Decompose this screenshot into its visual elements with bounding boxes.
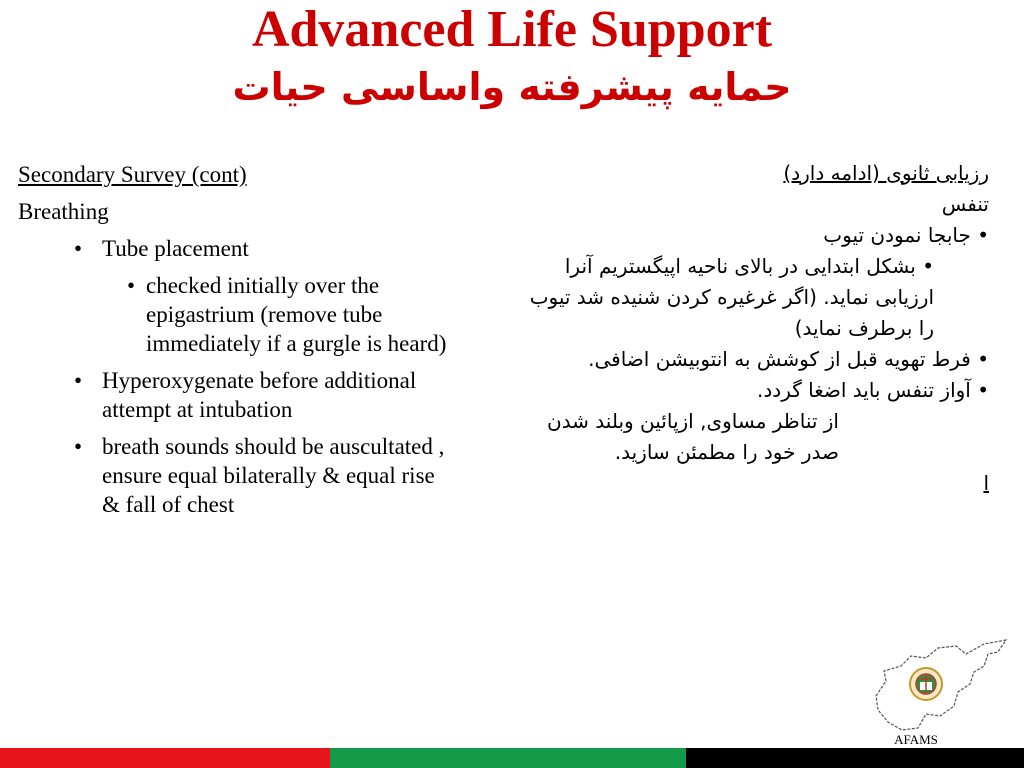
afghanistan-map-logo	[866, 636, 1016, 736]
persian-bullet: • جابجا نمودن تیوب	[823, 223, 989, 247]
flag-color-bar	[0, 748, 1024, 768]
page-title: Advanced Life Support	[251, 1, 773, 58]
persian-heading: رزیابی ثانوی (ادامه دارد)	[783, 161, 989, 185]
persian-bullet-continuation: از تناظر مساوی, ازپائین وبلند شدن صدر خود را مطمئن سازید.	[547, 409, 839, 464]
bullet-item: • breath sounds should be auscultated , ensure equal bilaterally & equal rise & fall of chest	[18, 432, 458, 519]
persian-mark: ا	[983, 471, 989, 495]
persian-subheading: تنفس	[941, 192, 989, 216]
english-column	[18, 160, 458, 527]
bar-green-segment	[330, 748, 686, 768]
page-title-persian: حمایه پیشرفته واساسی حیات	[232, 65, 792, 109]
persian-sub-bullet: • بشکل ابتدایی در بالای ناحیه اپیگستریم آنرا ارزیابی نماید. (اگر غرغیره کردن شنیده شد تیوب را برطرف نماید)	[529, 254, 934, 340]
bullet-item: • Hyperoxygenate before additional attempt at intubation	[18, 366, 458, 424]
persian-bullet: • آواز تنفس باید اضغا گردد.	[757, 378, 989, 402]
section-heading: Secondary Survey (cont)	[18, 162, 247, 187]
bullet-item: • Tube placement	[18, 234, 458, 263]
bar-red-segment	[0, 748, 330, 768]
persian-column	[519, 158, 989, 499]
organization-label: AFAMS	[894, 732, 938, 747]
bullet-list	[18, 234, 458, 519]
bar-black-segment	[686, 748, 1024, 768]
persian-bullet: • فرط تهویه قبل از کوشش به انتوبیشن اضافی.	[588, 347, 989, 371]
section-subheading: Breathing	[18, 199, 109, 224]
sub-bullet-item: • checked initially over the epigastrium (remove tube immediately if a gurgle is heard)	[18, 271, 458, 358]
